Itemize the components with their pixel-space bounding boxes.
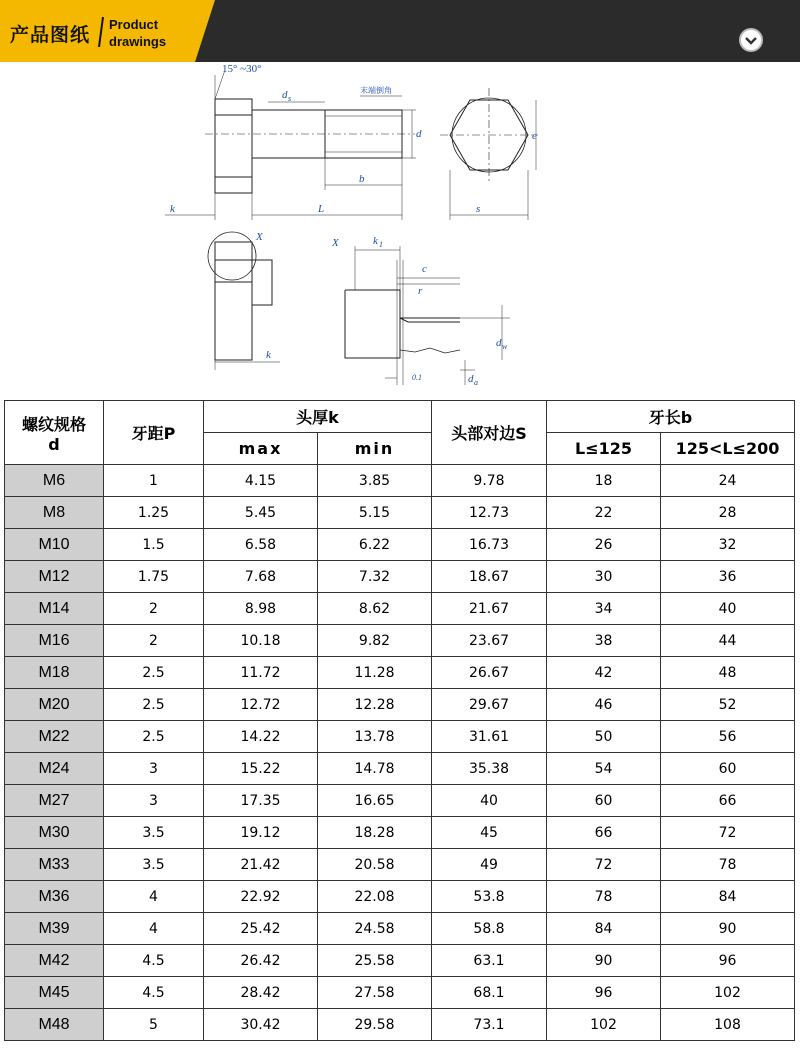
cell-k-min: 20.58 <box>318 849 432 881</box>
table-row <box>5 817 795 849</box>
cell-k-max: 8.98 <box>204 593 318 625</box>
cell-across-flats: 35.38 <box>432 753 547 785</box>
dim-k1: k <box>373 235 378 247</box>
cell-k-max: 4.15 <box>204 465 318 497</box>
cell-b-125-200: 52 <box>661 689 795 721</box>
cell-across-flats: 26.67 <box>432 657 547 689</box>
header-size <box>5 401 104 465</box>
cell-across-flats: 63.1 <box>432 945 547 977</box>
cell-across-flats: 45 <box>432 817 547 849</box>
dim-ds-sub: s <box>288 94 292 103</box>
cell-k-min: 25.58 <box>318 945 432 977</box>
cell-b-125-200: 60 <box>661 753 795 785</box>
cell-k-min: 8.62 <box>318 593 432 625</box>
dim-da: d <box>468 373 474 385</box>
table-row <box>5 753 795 785</box>
cell-k-max: 6.58 <box>204 529 318 561</box>
table-row <box>5 913 795 945</box>
cell-across-flats: 23.67 <box>432 625 547 657</box>
cell-b-le125: 54 <box>547 753 661 785</box>
cell-k-min: 7.32 <box>318 561 432 593</box>
cell-k-min: 3.85 <box>318 465 432 497</box>
cell-size: M39 <box>5 913 104 945</box>
cell-b-125-200: 40 <box>661 593 795 625</box>
cell-b-125-200: 90 <box>661 913 795 945</box>
dim-k-detail: k <box>266 349 271 361</box>
cell-pitch: 1.75 <box>104 561 204 593</box>
cell-k-min: 27.58 <box>318 977 432 1009</box>
dim-b: b <box>359 173 365 185</box>
table-row <box>5 465 795 497</box>
dim-e: e <box>532 130 537 142</box>
cell-b-le125: 102 <box>547 1009 661 1041</box>
cell-k-min: 9.82 <box>318 625 432 657</box>
cell-k-min: 13.78 <box>318 721 432 753</box>
cell-across-flats: 9.78 <box>432 465 547 497</box>
cell-k-max: 22.92 <box>204 881 318 913</box>
header-head-thickness: 头厚k <box>204 401 432 433</box>
cell-pitch: 4 <box>104 913 204 945</box>
detail-x-marker: X <box>256 231 263 243</box>
table-row <box>5 529 795 561</box>
cell-k-max: 17.35 <box>204 785 318 817</box>
cell-k-min: 11.28 <box>318 657 432 689</box>
cell-size: M42 <box>5 945 104 977</box>
table-row <box>5 625 795 657</box>
cell-b-125-200: 48 <box>661 657 795 689</box>
cell-k-max: 14.22 <box>204 721 318 753</box>
header-title-en-line2: drawings <box>109 34 167 49</box>
cell-k-min: 6.22 <box>318 529 432 561</box>
cell-b-le125: 90 <box>547 945 661 977</box>
cell-pitch: 1.5 <box>104 529 204 561</box>
cell-b-125-200: 72 <box>661 817 795 849</box>
cell-b-125-200: 108 <box>661 1009 795 1041</box>
cell-k-min: 18.28 <box>318 817 432 849</box>
cell-k-min: 16.65 <box>318 785 432 817</box>
header-size-label: 螺纹规格 <box>21 414 86 434</box>
cell-k-min: 24.58 <box>318 913 432 945</box>
cell-k-max: 26.42 <box>204 945 318 977</box>
cell-k-min: 22.08 <box>318 881 432 913</box>
cell-k-max: 7.68 <box>204 561 318 593</box>
header-size-d: d <box>48 434 60 454</box>
cell-k-min: 14.78 <box>318 753 432 785</box>
detail-x-title: X <box>332 237 339 249</box>
cell-pitch: 2 <box>104 625 204 657</box>
cell-b-le125: 38 <box>547 625 661 657</box>
cell-k-max: 19.12 <box>204 817 318 849</box>
cell-b-le125: 96 <box>547 977 661 1009</box>
cell-b-125-200: 24 <box>661 465 795 497</box>
cell-b-125-200: 102 <box>661 977 795 1009</box>
cell-pitch: 4 <box>104 881 204 913</box>
cell-size: M24 <box>5 753 104 785</box>
cell-k-min: 12.28 <box>318 689 432 721</box>
cell-size: M22 <box>5 721 104 753</box>
cell-b-le125: 26 <box>547 529 661 561</box>
cell-b-125-200: 66 <box>661 785 795 817</box>
cell-b-125-200: 84 <box>661 881 795 913</box>
cell-across-flats: 68.1 <box>432 977 547 1009</box>
header-pitch: 牙距P <box>104 401 204 465</box>
cell-b-le125: 66 <box>547 817 661 849</box>
angle-label: 15° ~30° <box>222 63 262 75</box>
cell-b-le125: 50 <box>547 721 661 753</box>
dim-s: s <box>476 203 481 215</box>
header-k-min: min <box>318 433 432 465</box>
dim-c: c <box>422 263 427 275</box>
cell-pitch: 2.5 <box>104 721 204 753</box>
cell-k-max: 30.42 <box>204 1009 318 1041</box>
dim-dw-sub: w <box>502 342 508 351</box>
dim-L: L <box>318 203 325 215</box>
cell-k-max: 11.72 <box>204 657 318 689</box>
cell-b-125-200: 36 <box>661 561 795 593</box>
cell-pitch: 3 <box>104 785 204 817</box>
header-title-en-line1: Product <box>109 17 159 32</box>
cell-b-le125: 22 <box>547 497 661 529</box>
table-row <box>5 561 795 593</box>
cell-b-le125: 84 <box>547 913 661 945</box>
cell-size: M27 <box>5 785 104 817</box>
cell-b-le125: 42 <box>547 657 661 689</box>
cell-size: M30 <box>5 817 104 849</box>
header-b-125-200: 125<L≤200 <box>661 433 795 465</box>
cell-b-125-200: 32 <box>661 529 795 561</box>
cell-pitch: 4.5 <box>104 977 204 1009</box>
cell-b-le125: 46 <box>547 689 661 721</box>
spec-table-body <box>5 465 795 1041</box>
cell-across-flats: 53.8 <box>432 881 547 913</box>
cell-size: M12 <box>5 561 104 593</box>
cell-size: M8 <box>5 497 104 529</box>
cell-pitch: 2 <box>104 593 204 625</box>
cell-pitch: 3 <box>104 753 204 785</box>
cell-across-flats: 58.8 <box>432 913 547 945</box>
cell-b-le125: 30 <box>547 561 661 593</box>
cell-across-flats: 49 <box>432 849 547 881</box>
table-row <box>5 977 795 1009</box>
cell-b-le125: 72 <box>547 849 661 881</box>
cell-across-flats: 21.67 <box>432 593 547 625</box>
cell-k-max: 5.45 <box>204 497 318 529</box>
cell-k-max: 25.42 <box>204 913 318 945</box>
table-row <box>5 945 795 977</box>
cell-pitch: 2.5 <box>104 689 204 721</box>
cell-across-flats: 73.1 <box>432 1009 547 1041</box>
cell-pitch: 1 <box>104 465 204 497</box>
cell-pitch: 5 <box>104 1009 204 1041</box>
cell-b-125-200: 28 <box>661 497 795 529</box>
cell-pitch: 4.5 <box>104 945 204 977</box>
cell-b-le125: 60 <box>547 785 661 817</box>
cell-size: M45 <box>5 977 104 1009</box>
dim-dw: d <box>496 337 502 349</box>
cell-b-125-200: 44 <box>661 625 795 657</box>
cell-pitch: 3.5 <box>104 817 204 849</box>
cell-k-max: 21.42 <box>204 849 318 881</box>
dim-da-sub: a <box>474 378 478 387</box>
cell-b-le125: 18 <box>547 465 661 497</box>
cell-size: M16 <box>5 625 104 657</box>
cell-size: M6 <box>5 465 104 497</box>
dim-d: d <box>416 128 422 140</box>
page-header <box>0 0 800 62</box>
dim-k1-sub: 1 <box>379 240 383 249</box>
cell-k-max: 10.18 <box>204 625 318 657</box>
spec-table <box>4 400 795 1041</box>
header-across-flats: 头部对边S <box>432 401 547 465</box>
table-row <box>5 689 795 721</box>
bolt-drawing-svg <box>160 60 580 390</box>
chamfer-note: 末端倒角 <box>360 86 392 95</box>
cell-k-min: 29.58 <box>318 1009 432 1041</box>
header-title-zh: 产品图纸 <box>10 24 91 46</box>
bolt-head-side <box>215 99 252 193</box>
cell-size: M48 <box>5 1009 104 1041</box>
dim-r: r <box>418 285 423 297</box>
cell-b-le125: 78 <box>547 881 661 913</box>
table-row <box>5 593 795 625</box>
cell-k-max: 28.42 <box>204 977 318 1009</box>
cell-k-min: 5.15 <box>318 497 432 529</box>
cell-size: M10 <box>5 529 104 561</box>
bolt-drawing <box>160 60 580 390</box>
table-row <box>5 657 795 689</box>
cell-b-125-200: 78 <box>661 849 795 881</box>
cell-across-flats: 31.61 <box>432 721 547 753</box>
header-thread-length: 牙长b <box>547 401 795 433</box>
cell-b-le125: 34 <box>547 593 661 625</box>
cell-k-max: 15.22 <box>204 753 318 785</box>
cell-b-125-200: 96 <box>661 945 795 977</box>
cell-across-flats: 12.73 <box>432 497 547 529</box>
cell-b-125-200: 56 <box>661 721 795 753</box>
table-row <box>5 721 795 753</box>
cell-across-flats: 40 <box>432 785 547 817</box>
cell-across-flats: 29.67 <box>432 689 547 721</box>
cell-pitch: 2.5 <box>104 657 204 689</box>
header-title-en <box>109 16 166 50</box>
dim-k: k <box>170 203 175 215</box>
dim-tolerance: 0.1 <box>412 373 422 382</box>
cell-size: M18 <box>5 657 104 689</box>
table-row <box>5 849 795 881</box>
chevron-down-circle-icon[interactable] <box>738 27 764 53</box>
cell-k-max: 12.72 <box>204 689 318 721</box>
cell-size: M36 <box>5 881 104 913</box>
table-row <box>5 497 795 529</box>
header-k-max: max <box>204 433 318 465</box>
cell-pitch: 1.25 <box>104 497 204 529</box>
cell-pitch: 3.5 <box>104 849 204 881</box>
cell-across-flats: 18.67 <box>432 561 547 593</box>
header-b-le125: L≤125 <box>547 433 661 465</box>
cell-across-flats: 16.73 <box>432 529 547 561</box>
dim-ds: d <box>282 89 288 101</box>
cell-size: M33 <box>5 849 104 881</box>
table-row <box>5 881 795 913</box>
table-row <box>5 1009 795 1041</box>
table-row <box>5 785 795 817</box>
cell-size: M14 <box>5 593 104 625</box>
cell-size: M20 <box>5 689 104 721</box>
